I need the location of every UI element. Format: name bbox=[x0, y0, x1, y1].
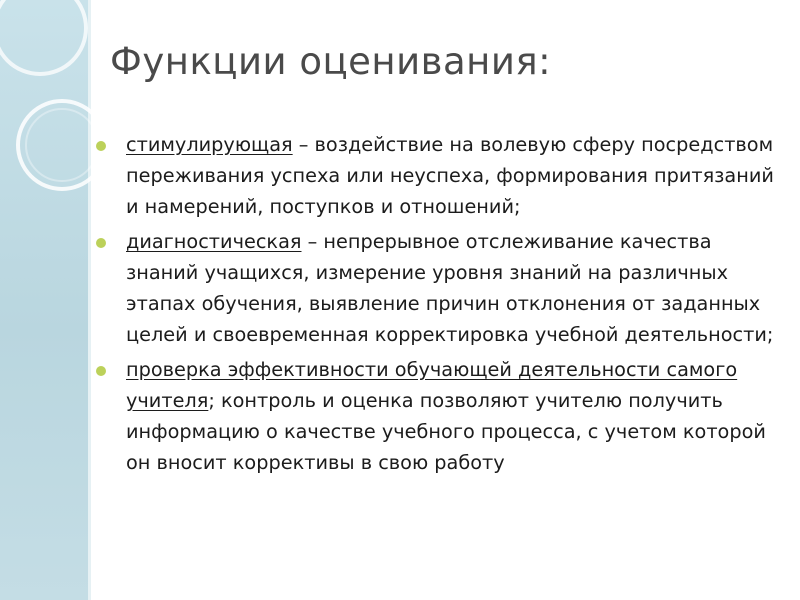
item-term: диагностическая bbox=[126, 230, 302, 253]
slide-title: Функции оценивания: bbox=[110, 40, 552, 83]
bullet-icon bbox=[96, 141, 106, 151]
bullet-icon bbox=[96, 366, 106, 376]
item-text: – непрерывное отслеживание качества знаний учащихся, измерение уровня знаний на различных этапах обучения, выявление причин отклонения от заданных целей и своевременная корректировка учебной деятельности; bbox=[126, 230, 774, 346]
item-term: проверка эффективности обучающей деятельности самого учителя bbox=[126, 358, 738, 412]
item-text: ; контроль и оценка позволяют учителю получить информацию о качестве учебного процесса, с учетом которой он вносит коррективы в свою работу bbox=[126, 389, 766, 474]
item-term: стимулирующая bbox=[126, 133, 293, 156]
bullet-icon bbox=[96, 238, 106, 248]
bullet-list bbox=[96, 129, 786, 482]
item-text: – воздействие на волевую сферу посредством переживания успеха или неуспеха, формирования притязаний и намерений, поступков и отношений; bbox=[126, 133, 774, 218]
list-item bbox=[96, 129, 786, 222]
list-item bbox=[96, 226, 786, 350]
list-item bbox=[96, 354, 786, 478]
